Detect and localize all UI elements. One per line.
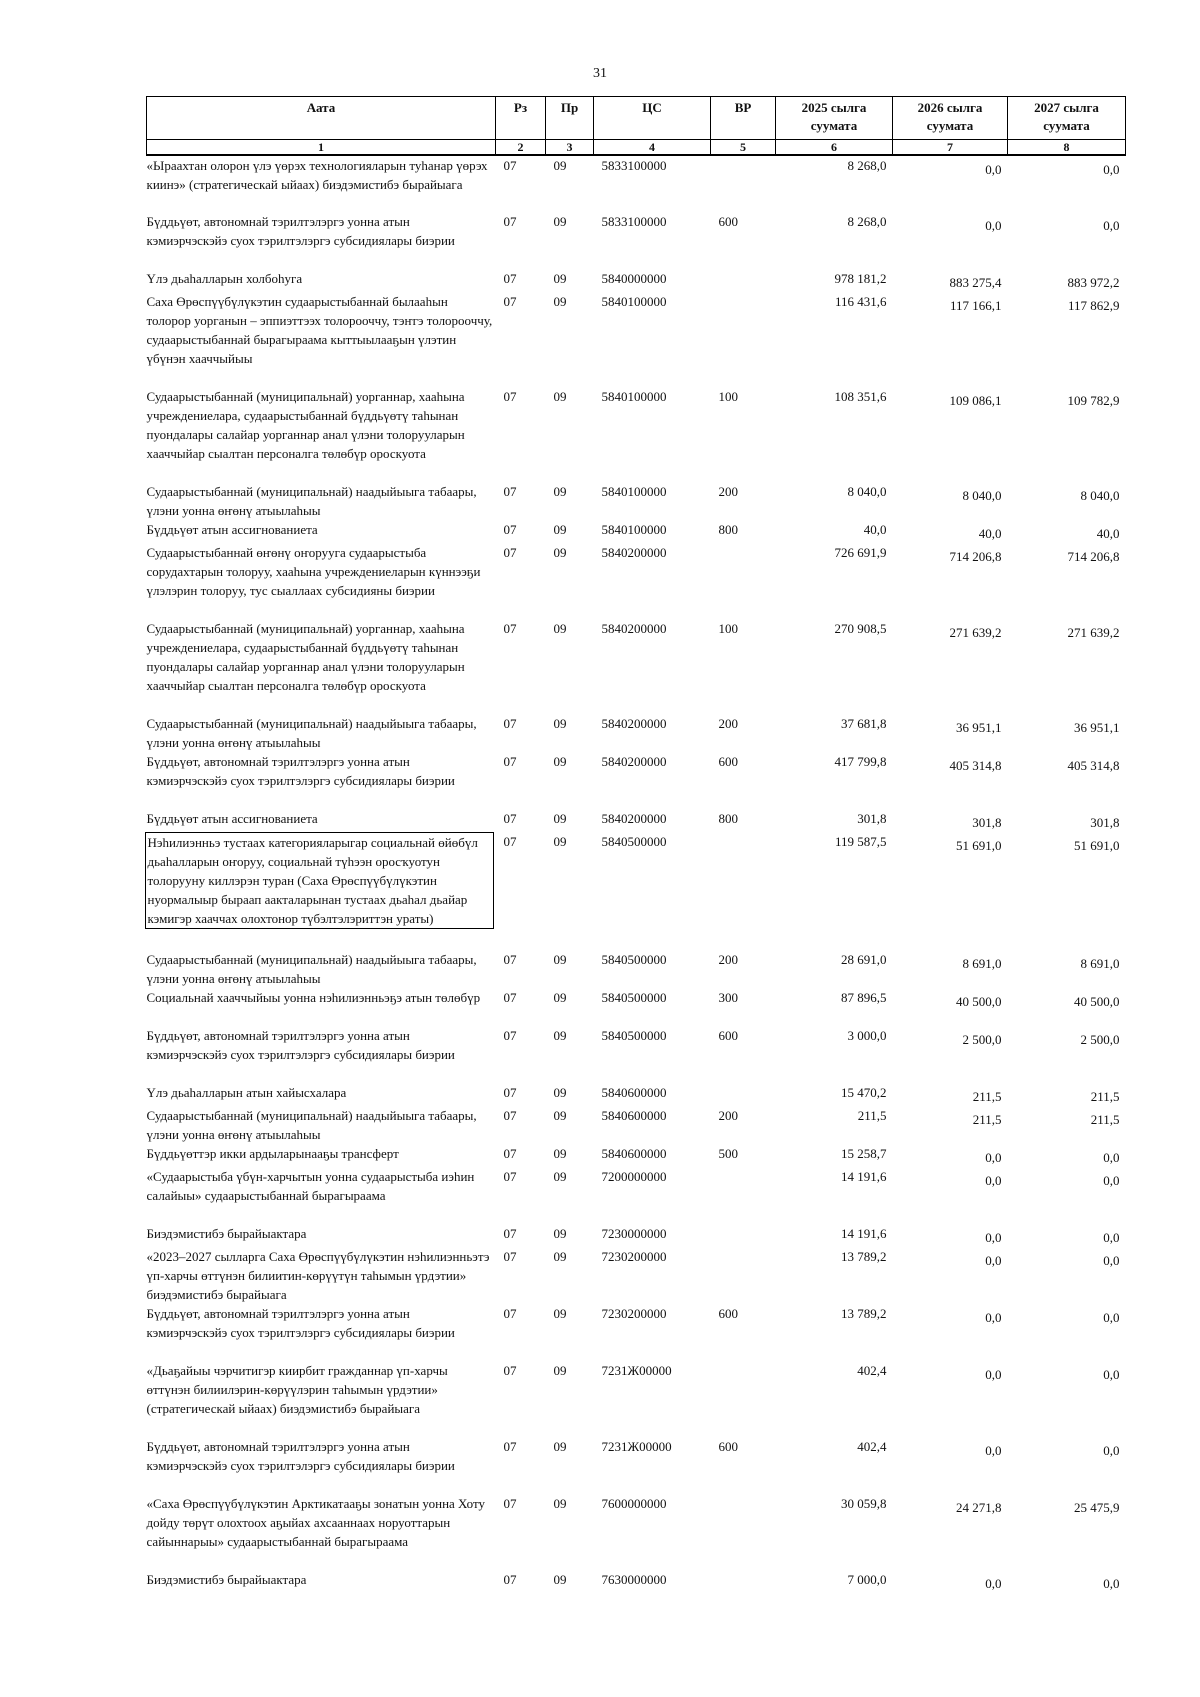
row-2026: 714 206,8 [949,549,1002,564]
row-2027: 25 475,9 [1074,1500,1120,1515]
row-pr: 09 [553,294,567,309]
row-2026: 883 275,4 [949,275,1002,290]
row-pr: 09 [553,1028,567,1043]
row-2026: 36 951,1 [956,720,1002,735]
row-2026: 8 691,0 [962,956,1002,971]
row-2025: 40,0 [863,522,887,537]
row-vr: 100 [718,389,738,404]
table-row [147,212,1126,269]
row-cs: 7600000000 [601,1496,667,1511]
table-row [147,950,1126,988]
row-2027: 8 040,0 [1080,488,1120,503]
row-2026: 271 639,2 [949,625,1002,640]
row-2026: 40,0 [978,526,1002,541]
row-2025: 726 691,9 [834,545,887,560]
row-vr [711,1494,776,1570]
row-2026: 24 271,8 [956,1500,1002,1515]
row-2027: 714 206,8 [1067,549,1120,564]
row-name: Судаарыстыбаннай (муниципальнай) наадыйыыга табаары, үлэни уонна өҥөнү атыылаһыы [146,1108,477,1142]
row-2025: 116 431,6 [834,294,887,309]
row-2025: 211,5 [857,1108,887,1123]
row-vr: 200 [718,484,738,499]
row-2025: 14 191,6 [841,1169,887,1184]
row-vr: 200 [718,1108,738,1123]
row-pr: 09 [553,545,567,560]
row-2025: 8 268,0 [847,158,887,173]
row-vr [711,292,776,387]
header-name: Аата [147,97,496,140]
row-cs: 7231Ж00000 [601,1439,672,1454]
row-cs: 5840500000 [601,952,667,967]
table-row [147,482,1126,520]
row-name: Социальнай хааччыйыы уонна нэһилиэнньэҕэ атын төлөбүр [146,990,481,1005]
column-number: 1 [147,140,496,156]
row-2025: 15 470,2 [841,1085,887,1100]
column-number: 3 [546,140,594,156]
table-row [147,752,1126,809]
row-cs: 5840600000 [601,1146,667,1161]
table-row [147,714,1126,752]
row-pr: 09 [553,1226,567,1241]
row-vr: 600 [718,1028,738,1043]
row-pr: 09 [553,1108,567,1123]
row-name: Судаарыстыбаннай (муниципальнай) уорганнар, хааһына учреждениелара, судаарыстыбаннай бүддьүөтү таһынан пуондалары салайар уорганнар анал үлэни толорууларын хааччыйар сыалтан персоналга төлөбүр ороскуота [146,621,465,693]
row-rz: 07 [503,1439,517,1454]
table-row [147,292,1126,387]
row-2027: 211,5 [1090,1089,1120,1104]
table-row [147,1304,1126,1361]
row-cs: 5840200000 [601,621,667,636]
row-2025: 30 059,8 [841,1496,887,1511]
row-2027: 0,0 [1103,1150,1120,1165]
row-rz: 07 [503,1306,517,1321]
column-number: 6 [776,140,893,156]
row-pr: 09 [553,952,567,967]
row-rz: 07 [503,1085,517,1100]
row-2025: 87 896,5 [841,990,887,1005]
row-2026: 301,8 [972,815,1002,830]
row-cs: 7231Ж00000 [601,1363,672,1378]
row-2025: 402,4 [857,1439,887,1454]
column-number-row [147,140,1126,156]
row-vr: 600 [718,1306,738,1321]
row-name: «Судаарыстыба үбүн-харчытын уонна судаарыстыба иэһин салайыы» судаарыстыбаннай бырагыраама [146,1169,475,1203]
row-vr: 600 [718,754,738,769]
row-pr: 09 [553,1169,567,1184]
row-2027: 0,0 [1103,1443,1120,1458]
row-pr: 09 [553,1085,567,1100]
row-2025: 15 258,7 [841,1146,887,1161]
row-pr: 09 [553,271,567,286]
table-body [147,155,1126,1593]
header-2026: 2026 сылга суумата [893,97,1008,140]
row-name: Бүддьүөт, автономнай тэрилтэлэргэ уонна атын кэмиэрчэскэйэ суох тэрилтэлэргэ субсидиялары биэрии [146,1028,455,1062]
row-2026: 8 040,0 [962,488,1002,503]
row-2026: 211,5 [972,1089,1002,1104]
row-2027: 0,0 [1103,1367,1120,1382]
row-pr: 09 [553,1439,567,1454]
row-vr [711,1083,776,1106]
row-pr: 09 [553,214,567,229]
row-cs: 5840500000 [601,990,667,1005]
row-2027: 40 500,0 [1074,994,1120,1009]
row-2025: 108 351,6 [834,389,887,404]
row-vr: 600 [718,214,738,229]
row-2025: 8 268,0 [847,214,887,229]
row-2025: 8 040,0 [847,484,887,499]
row-2026: 0,0 [985,1367,1002,1382]
row-cs: 5840100000 [601,294,667,309]
row-vr [711,543,776,619]
table-row [147,520,1126,543]
row-2027: 883 972,2 [1067,275,1120,290]
row-rz: 07 [503,545,517,560]
row-2025: 37 681,8 [841,716,887,731]
row-cs: 5840000000 [601,271,667,286]
row-2025: 119 587,5 [834,834,887,849]
row-name: Бүддьүөт атын ассигнованиета [146,811,318,826]
column-number: 7 [893,140,1008,156]
row-2027: 8 691,0 [1080,956,1120,971]
row-name [147,832,496,950]
table-row [147,1026,1126,1083]
row-name: Бүддьүөт атын ассигнованиета [146,522,318,537]
row-2027: 271 639,2 [1067,625,1120,640]
column-number: 5 [711,140,776,156]
row-2025: 7 000,0 [847,1572,887,1587]
table-row [147,1083,1126,1106]
row-2026: 405 314,8 [949,758,1002,773]
row-rz: 07 [503,1028,517,1043]
row-name: «Саха Өрөспүүбүлүкэтин Арктикатааҕы зонатын уонна Хоту дойду төрүт олохтоох аҕыйах ахсааннаах норуоттарын сайыннарыы» судаарыстыбаннай бырагыраама [146,1496,485,1549]
row-name: Саха Өрөспүүбүлүкэтин судаарыстыбаннай былааһын толорор уорганын – эппиэттээх толорооччу, тэҥгэ толорооччу, судаарыстыбаннай бырагыраама кыттыылааҕын үлэтин үбүнэн хааччыйыы [146,294,493,366]
header-rz: Рз [496,97,546,140]
row-2027: 117 862,9 [1067,298,1120,313]
row-rz: 07 [503,1572,517,1587]
row-pr: 09 [553,716,567,731]
row-2027: 211,5 [1090,1112,1120,1127]
row-2027: 0,0 [1103,1310,1120,1325]
row-name: Биэдэмистибэ бырайыактара [146,1226,307,1241]
header-vr: ВР [711,97,776,140]
budget-table-container [146,96,1125,1593]
table-row [147,1570,1126,1593]
row-rz: 07 [503,621,517,636]
row-cs: 5840600000 [601,1085,667,1100]
row-vr: 300 [718,990,738,1005]
table-row [147,387,1126,482]
table-row [147,619,1126,714]
row-rz: 07 [503,158,517,173]
row-2026: 40 500,0 [956,994,1002,1009]
row-pr: 09 [553,990,567,1005]
row-2027: 405 314,8 [1067,758,1120,773]
table-row [147,988,1126,1026]
row-vr [711,1361,776,1437]
row-name: Үлэ дьаһалларын атын хайысхалара [146,1085,347,1100]
table-row [147,1247,1126,1304]
row-rz: 07 [503,716,517,731]
row-pr: 09 [553,621,567,636]
column-number: 4 [594,140,711,156]
row-pr: 09 [553,389,567,404]
row-cs: 5840200000 [601,811,667,826]
row-2027: 2 500,0 [1080,1032,1120,1047]
row-2027: 0,0 [1103,1173,1120,1188]
header-2027: 2027 сылга суумата [1008,97,1126,140]
row-rz: 07 [503,1169,517,1184]
row-rz: 07 [503,1496,517,1511]
column-number: 2 [496,140,546,156]
row-rz: 07 [503,522,517,537]
row-pr: 09 [553,754,567,769]
column-number: 8 [1008,140,1126,156]
row-vr: 800 [718,811,738,826]
row-cs: 7230200000 [601,1249,667,1264]
row-vr: 200 [718,716,738,731]
row-2027: 36 951,1 [1074,720,1120,735]
row-rz: 07 [503,1226,517,1241]
row-rz: 07 [503,389,517,404]
table-header-row [147,97,1126,140]
row-2025: 978 181,2 [834,271,887,286]
row-pr: 09 [553,1249,567,1264]
row-2025: 301,8 [857,811,887,826]
table-row [147,1144,1126,1167]
row-cs: 7230000000 [601,1226,667,1241]
row-pr: 09 [553,1306,567,1321]
row-2025: 13 789,2 [841,1306,887,1321]
row-cs: 5840100000 [601,522,667,537]
row-name: Бүддьүөт, автономнай тэрилтэлэргэ уонна атын кэмиэрчэскэйэ суох тэрилтэлэргэ субсидиялары биэрии [146,754,455,788]
row-name: Үлэ дьаһалларын холбоһуга [146,271,303,286]
row-cs: 5833100000 [601,214,667,229]
table-row [147,1106,1126,1144]
row-2027: 0,0 [1103,1230,1120,1245]
row-cs: 7630000000 [601,1572,667,1587]
row-name: «Ыраахтан олорон үлэ үөрэх технологияларын туһанар үөрэх киинэ» (стратегическай ыйаах) биэдэмистибэ бырайыага [146,158,488,192]
page-number: 31 [593,66,607,81]
row-vr: 100 [718,621,738,636]
header-2025: 2025 сылга суумата [776,97,893,140]
row-cs: 5840200000 [601,716,667,731]
row-2026: 211,5 [972,1112,1002,1127]
row-2025: 270 908,5 [834,621,887,636]
row-rz: 07 [503,294,517,309]
row-vr: 800 [718,522,738,537]
row-pr: 09 [553,834,567,849]
row-rz: 07 [503,834,517,849]
row-rz: 07 [503,484,517,499]
row-2027: 40,0 [1096,526,1120,541]
row-pr: 09 [553,158,567,173]
row-cs: 5840200000 [601,754,667,769]
row-2026: 0,0 [985,1230,1002,1245]
row-rz: 07 [503,271,517,286]
row-vr [711,1167,776,1224]
row-2027: 0,0 [1103,162,1120,177]
row-name: Судаарыстыбаннай өҥөнү оҥорууга судаарыстыба сорудахтарын толоруу, хааһына учреждениеларын күннээҕи үлэлэрин толоруу, тус сыаллаах субсидияны биэрии [146,545,481,598]
row-2026: 109 086,1 [949,393,1002,408]
row-vr: 200 [718,952,738,967]
row-2027: 51 691,0 [1074,838,1120,853]
header-cs: ЦС [594,97,711,140]
row-2025: 13 789,2 [841,1249,887,1264]
row-pr: 09 [553,484,567,499]
row-name: «Дьаҕайыы чэрчитигэр киирбит гражданнар үп-харчы өттүнэн билиилэрин-көрүүлэрин таһымын үрдэтии» (стратегическай ыйаах) биэдэмистибэ бырайыага [146,1363,448,1416]
row-rz: 07 [503,811,517,826]
row-2026: 0,0 [985,1443,1002,1458]
table-row [147,155,1126,212]
table-row [147,809,1126,832]
row-cs: 5840500000 [601,1028,667,1043]
row-vr [711,1224,776,1247]
row-rz: 07 [503,1108,517,1123]
row-rz: 07 [503,1363,517,1378]
row-cs: 5833100000 [601,158,667,173]
row-vr [711,832,776,950]
row-vr: 600 [718,1439,738,1454]
row-pr: 09 [553,1146,567,1161]
row-2026: 117 166,1 [949,298,1002,313]
row-pr: 09 [553,1496,567,1511]
row-cs: 7230200000 [601,1306,667,1321]
table-row [147,269,1126,292]
row-vr [711,269,776,292]
row-pr: 09 [553,811,567,826]
row-pr: 09 [553,1572,567,1587]
table-row [147,543,1126,619]
row-2026: 2 500,0 [962,1032,1002,1047]
row-rz: 07 [503,214,517,229]
row-cs: 5840500000 [601,834,667,849]
row-name: Бүддьүөттэр икки ардыларынааҕы трансферт [146,1146,399,1161]
row-name: Биэдэмистибэ бырайыактара [146,1572,307,1587]
row-2027: 0,0 [1103,218,1120,233]
row-name: Судаарыстыбаннай (муниципальнай) наадыйыыга табаары, үлэни уонна өҥөнү атыылаһыы [146,952,477,986]
row-2026: 0,0 [985,1150,1002,1165]
row-2027: 0,0 [1103,1576,1120,1591]
row-2026: 0,0 [985,1310,1002,1325]
row-2025: 3 000,0 [847,1028,887,1043]
budget-table [146,96,1126,1593]
row-name: Бүддьүөт, автономнай тэрилтэлэргэ уонна атын кэмиэрчэскэйэ суох тэрилтэлэргэ субсидиялары биэрии [146,1439,455,1473]
row-2025: 28 691,0 [841,952,887,967]
table-row [147,1224,1126,1247]
row-2025: 14 191,6 [841,1226,887,1241]
row-vr: 500 [718,1146,738,1161]
row-cs: 5840100000 [601,484,667,499]
row-name: Судаарыстыбаннай (муниципальнай) наадыйыыга табаары, үлэни уонна өҥөнү атыылаһыы [146,484,477,518]
row-pr: 09 [553,522,567,537]
table-row [147,1361,1126,1437]
row-2026: 0,0 [985,1173,1002,1188]
row-name: Судаарыстыбаннай (муниципальнай) наадыйыыга табаары, үлэни уонна өҥөнү атыылаһыы [146,716,477,750]
row-pr: 09 [553,1363,567,1378]
row-rz: 07 [503,952,517,967]
header-pr: Пр [546,97,594,140]
row-name: Бүддьүөт, автономнай тэрилтэлэргэ уонна атын кэмиэрчэскэйэ суох тэрилтэлэргэ субсидиялары биэрии [146,1306,455,1340]
row-2027: 301,8 [1090,815,1120,830]
row-cs: 5840100000 [601,389,667,404]
row-rz: 07 [503,990,517,1005]
row-2026: 0,0 [985,218,1002,233]
row-rz: 07 [503,754,517,769]
row-name: Бүддьүөт, автономнай тэрилтэлэргэ уонна атын кэмиэрчэскэйэ суох тэрилтэлэргэ субсидиялары биэрии [146,214,455,248]
row-name: «2023–2027 сылларга Саха Өрөспүүбүлүкэтин нэһилиэнньэтэ үп-харчы өттүнэн билиитин-көрүүтүн таһымын үрдэтии» биэдэмистибэ бырайыага [146,1249,490,1302]
row-name: Судаарыстыбаннай (муниципальнай) уорганнар, хааһына учреждениелара, судаарыстыбаннай бүддьүөтү таһынан пуондалары салайар уорганнар анал үлэни толорууларын хааччыйар сыалтан персоналга төлөбүр ороскуота [146,389,465,461]
table-row [147,832,1126,950]
row-vr [711,1570,776,1593]
row-2027: 109 782,9 [1067,393,1120,408]
row-2025: 402,4 [857,1363,887,1378]
row-2026: 0,0 [985,1253,1002,1268]
row-2026: 0,0 [985,162,1002,177]
row-cs: 5840200000 [601,545,667,560]
row-2025: 417 799,8 [834,754,887,769]
row-rz: 07 [503,1146,517,1161]
row-cs: 7200000000 [601,1169,667,1184]
row-2027: 0,0 [1103,1253,1120,1268]
row-vr [711,1247,776,1304]
row-2026: 0,0 [985,1576,1002,1591]
row-rz: 07 [503,1249,517,1264]
row-vr [711,155,776,212]
row-cs: 5840600000 [601,1108,667,1123]
table-row [147,1494,1126,1570]
row-2026: 51 691,0 [956,838,1002,853]
table-row [147,1437,1126,1494]
boxed-row-name: Нэһилиэнньэ тустаах категорияларыгар социальнай өйөбүл дьаһалларын оҥоруу, социальнай түһээн оросҡуотун толорууну киллэрэн туран (Саха Өрөспүүбүлүкэтин нуормалыыр быраап аакталарынан тустаах дьаһал дьайар кэмигэр хааччах олохтонор түбэлтэлэриттэн ураты) [145,832,494,929]
table-row [147,1167,1126,1224]
